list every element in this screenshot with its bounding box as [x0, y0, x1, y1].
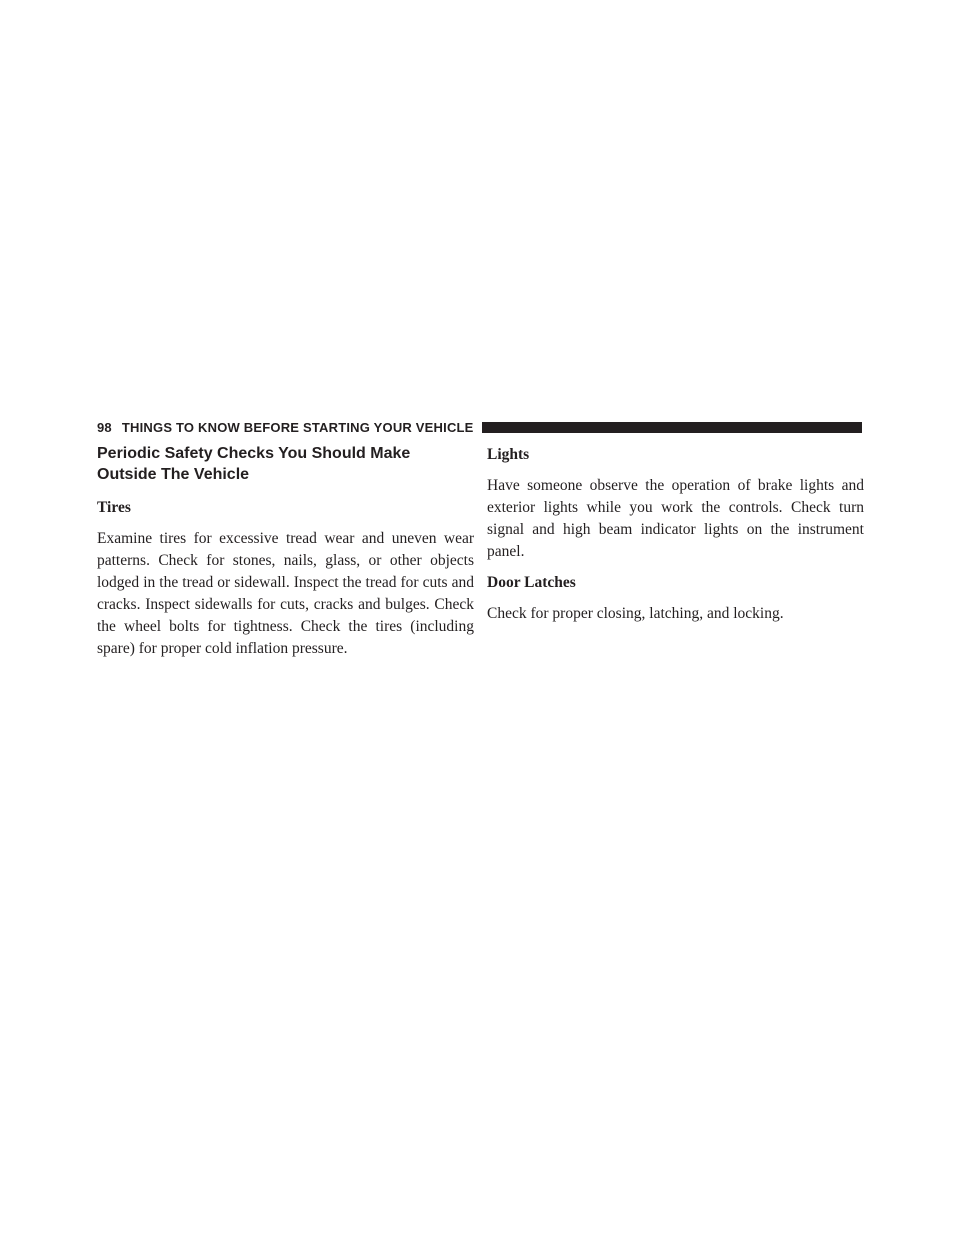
tires-heading: Tires: [97, 499, 131, 516]
lights-heading: Lights: [487, 446, 530, 463]
running-header: [97, 417, 862, 437]
right-column: [487, 440, 864, 634]
page-number: 98: [97, 419, 112, 435]
left-column: [97, 440, 474, 669]
header-rule: [482, 422, 862, 433]
door-latches-paragraph: Check for proper closing, latching, and locking.: [487, 605, 784, 622]
tires-paragraph: Examine tires for excessive tread wear and uneven wear patterns. Check for stones, nails, glass, or other objects lodged in the tread or sidewall. Inspect the tread for cuts and cracks. Inspect sidewalls for cuts, cracks and bulges. Check the wheel bolts for tightness. Check the tires (including spare) for proper cold inflation pressure.: [97, 530, 474, 657]
door-latches-heading: Door Latches: [487, 574, 576, 591]
running-header-title: THINGS TO KNOW BEFORE STARTING YOUR VEHICLE: [121, 419, 474, 435]
lights-paragraph: Have someone observe the operation of brake lights and exterior lights while you work the controls. Check turn signal and high beam indicator lights on the instrument panel.: [487, 477, 864, 560]
section-heading: Periodic Safety Checks You Should Make Outside The Vehicle: [97, 445, 411, 483]
